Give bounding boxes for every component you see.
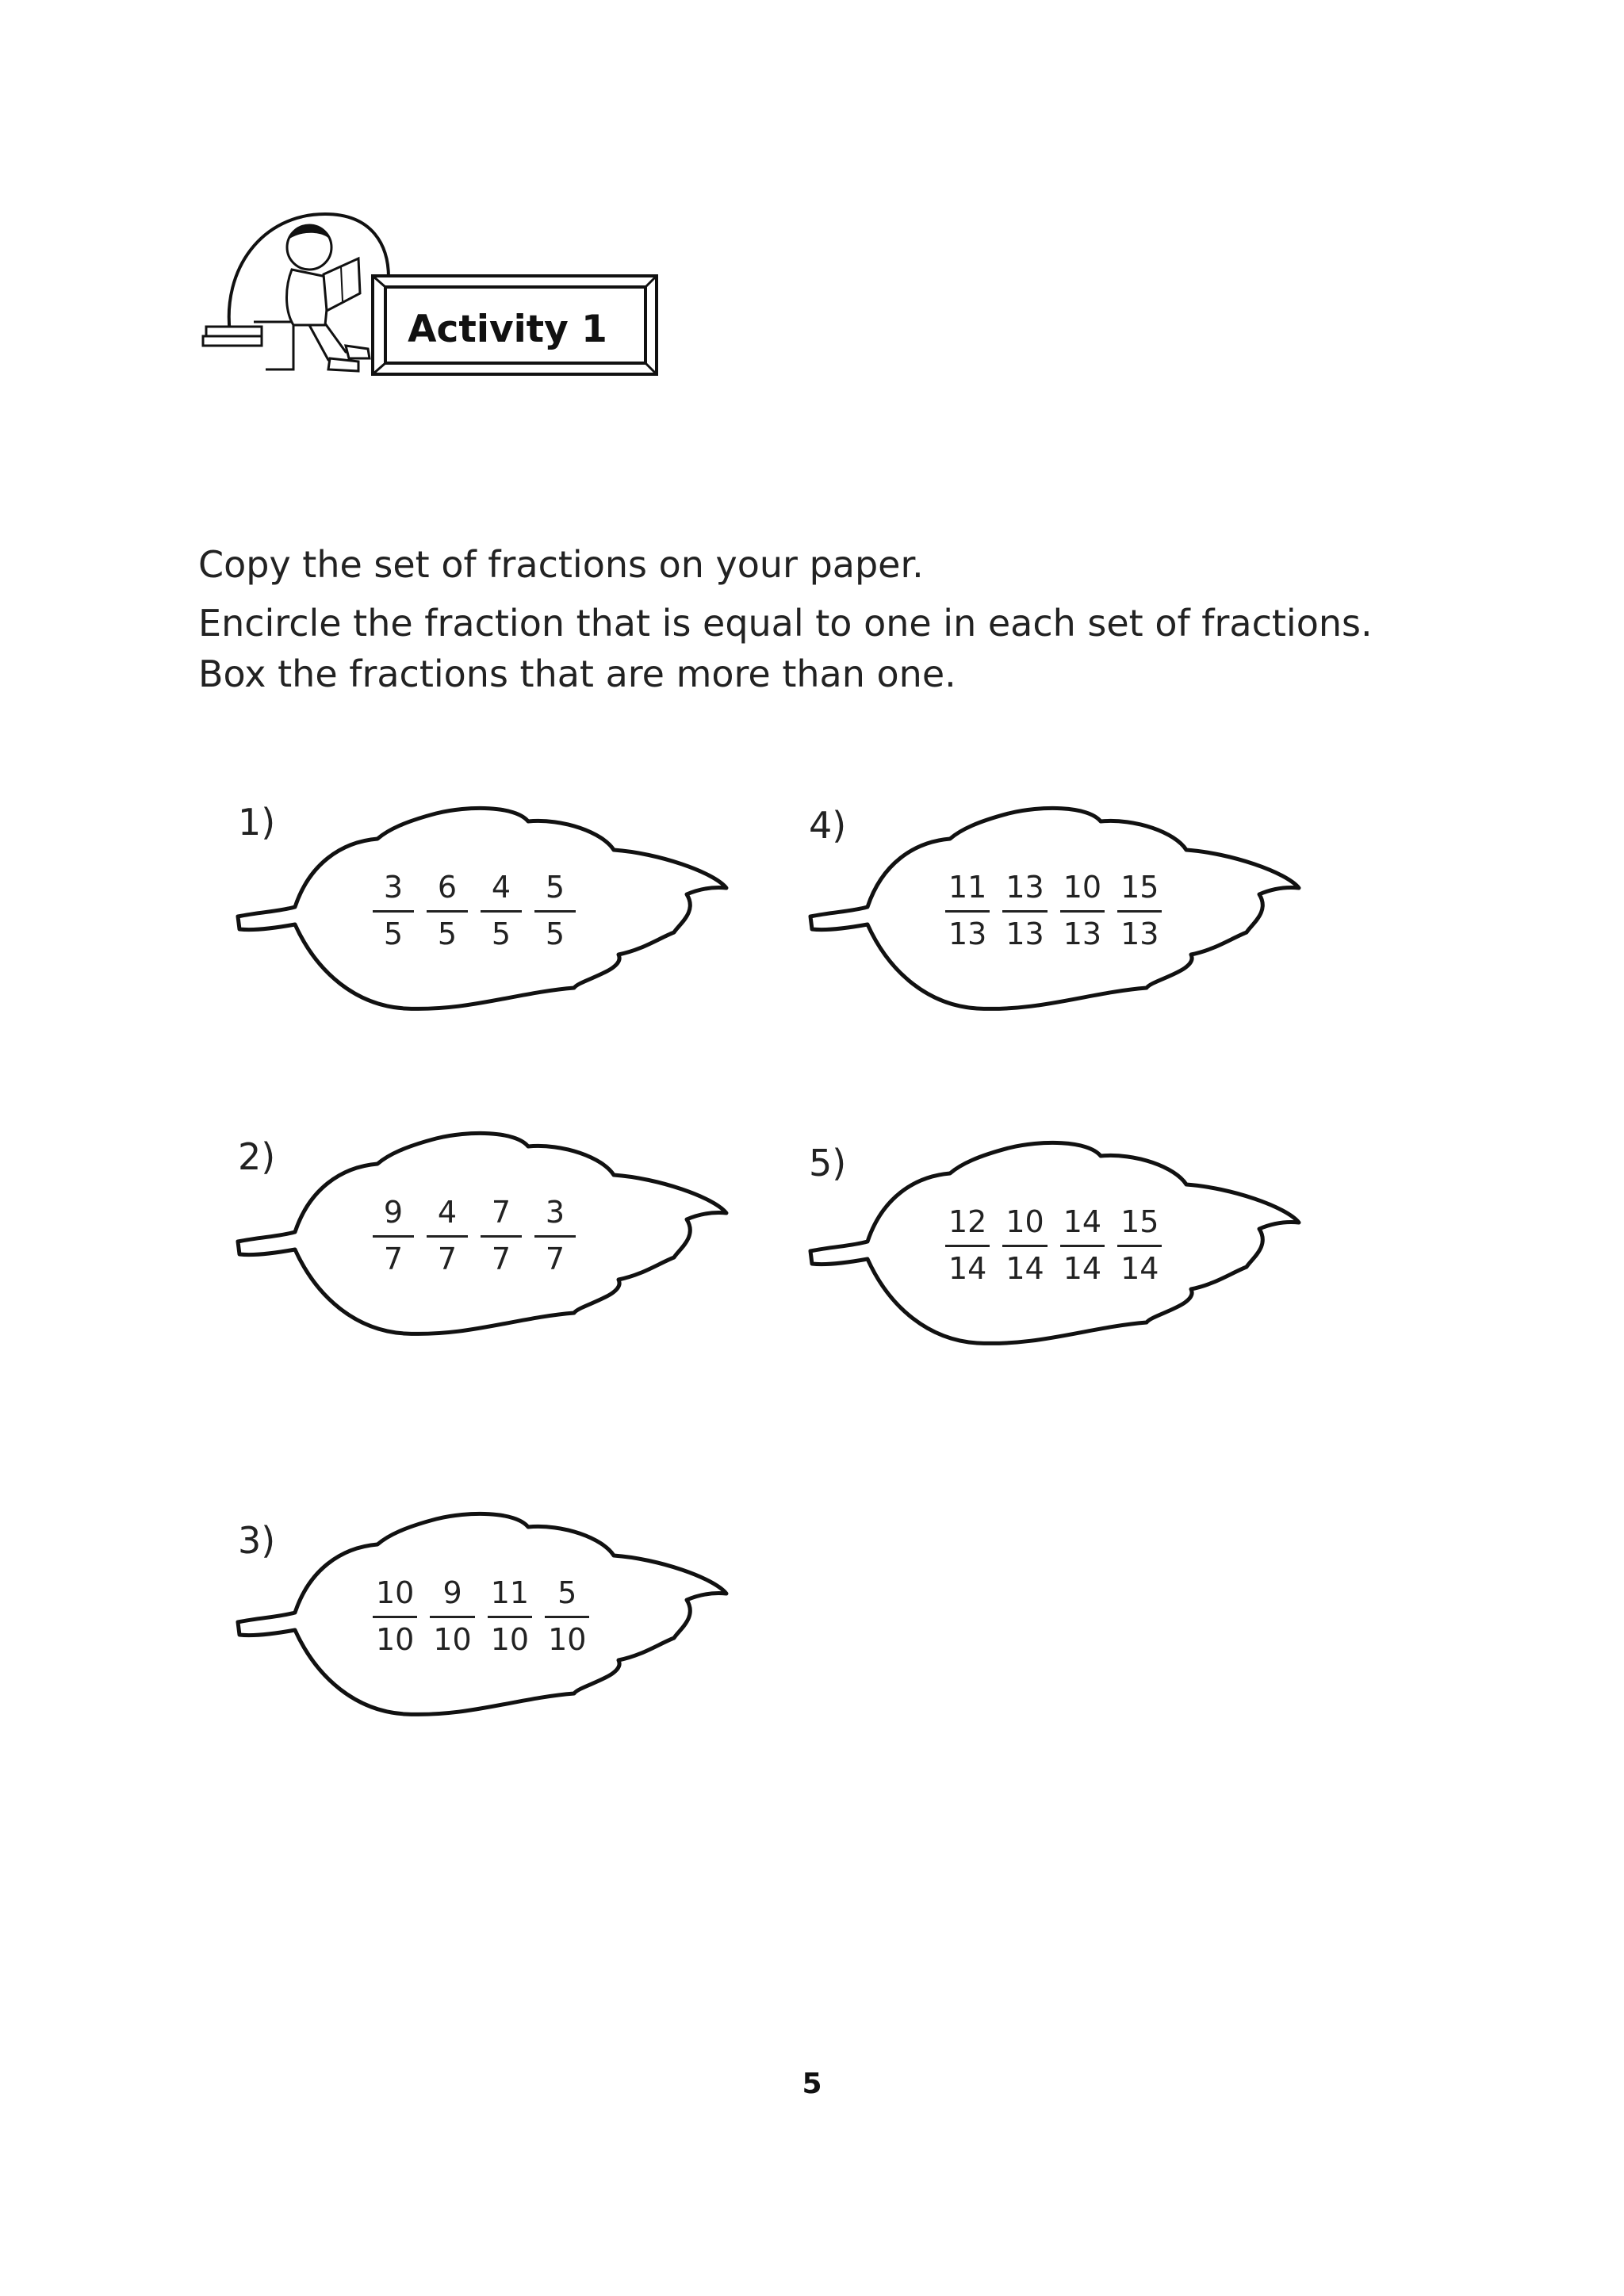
leaf-item [802, 1135, 1310, 1381]
activity-title: Activity 1 [408, 307, 607, 351]
fraction-denominator: 5 [491, 916, 511, 951]
fraction [945, 869, 990, 952]
fraction [1060, 869, 1105, 952]
fraction-numerator: 9 [442, 1575, 462, 1610]
fraction-bar [488, 1616, 532, 1618]
fraction [1060, 1203, 1105, 1287]
fraction-denominator: 7 [383, 1242, 404, 1276]
fraction [1002, 1203, 1047, 1287]
fraction-denominator: 13 [1005, 916, 1044, 951]
fraction-set [373, 1575, 589, 1658]
fraction-bar [430, 1616, 474, 1618]
fraction [481, 1194, 522, 1277]
fraction [373, 869, 414, 952]
leaf-item [230, 1126, 737, 1372]
child-reading-icon [287, 225, 370, 371]
fraction [373, 1194, 414, 1277]
fraction [534, 1194, 576, 1277]
fraction-bar [1002, 1245, 1047, 1247]
fraction-denominator: 10 [490, 1622, 530, 1657]
fraction-denominator: 13 [948, 916, 987, 951]
fraction-numerator: 7 [491, 1195, 511, 1230]
fraction-numerator: 11 [490, 1575, 530, 1610]
fraction-denominator: 14 [1120, 1251, 1159, 1286]
fraction-denominator: 10 [376, 1622, 415, 1657]
fraction-bar [1117, 910, 1162, 913]
fraction [1117, 869, 1162, 952]
fraction [481, 869, 522, 952]
leaf-item [230, 1506, 737, 1752]
item-number: 1) [238, 801, 276, 844]
fraction-set [945, 1203, 1162, 1287]
fraction-denominator: 5 [545, 916, 565, 951]
instruction-line: Copy the set of fractions on your paper. [198, 543, 924, 586]
fraction-numerator: 13 [1005, 870, 1044, 905]
leaf-item [802, 801, 1310, 1047]
fraction [488, 1575, 532, 1658]
fraction-denominator: 13 [1120, 916, 1159, 951]
fraction-set [373, 1194, 576, 1277]
fraction-denominator: 10 [433, 1622, 472, 1657]
fraction-numerator: 4 [491, 870, 511, 905]
fraction-numerator: 10 [376, 1575, 415, 1610]
fraction-bar [1002, 910, 1047, 913]
fraction-numerator: 14 [1063, 1204, 1102, 1239]
fraction-bar [373, 1235, 414, 1238]
fraction [1117, 1203, 1162, 1287]
fraction [534, 869, 576, 952]
fraction-denominator: 7 [491, 1242, 511, 1276]
fraction-numerator: 12 [948, 1204, 987, 1239]
instructions [198, 539, 1467, 699]
fraction-bar [945, 1245, 990, 1247]
fraction-bar [534, 910, 576, 913]
leaf-item [230, 801, 737, 1047]
fraction [545, 1575, 589, 1658]
fraction-numerator: 9 [383, 1195, 404, 1230]
fraction-numerator: 3 [383, 870, 404, 905]
fraction-bar [427, 910, 468, 913]
fraction-numerator: 15 [1120, 870, 1159, 905]
fraction-bar [373, 1616, 417, 1618]
activity-header-art [190, 182, 682, 404]
fraction-denominator: 14 [1005, 1251, 1044, 1286]
fraction [430, 1575, 474, 1658]
instruction-line: Encircle the fraction that is equal to one in each set of fractions. [198, 602, 1373, 645]
fraction-numerator: 5 [545, 870, 565, 905]
fraction [427, 869, 468, 952]
fraction [945, 1203, 990, 1287]
item-number: 5) [809, 1142, 847, 1184]
fraction-set [945, 869, 1162, 952]
fraction-numerator: 4 [437, 1195, 458, 1230]
fraction-denominator: 7 [437, 1242, 458, 1276]
fraction-set [373, 869, 576, 952]
fraction-bar [481, 910, 522, 913]
fraction-numerator: 10 [1063, 870, 1102, 905]
item-number: 4) [809, 804, 847, 847]
fraction-denominator: 13 [1063, 916, 1102, 951]
fraction-denominator: 14 [948, 1251, 987, 1286]
fraction-bar [1060, 1245, 1105, 1247]
instruction-line: Box the fractions that are more than one. [198, 652, 956, 695]
fraction [1002, 869, 1047, 952]
fraction [427, 1194, 468, 1277]
fraction-bar [427, 1235, 468, 1238]
item-number: 3) [238, 1519, 276, 1562]
books-icon [203, 327, 262, 346]
fraction-bar [1117, 1245, 1162, 1247]
page-number: 5 [802, 2068, 822, 2100]
fraction-bar [481, 1235, 522, 1238]
fraction-bar [945, 910, 990, 913]
fraction-numerator: 6 [437, 870, 458, 905]
fraction-denominator: 14 [1063, 1251, 1102, 1286]
fraction-denominator: 10 [548, 1622, 587, 1657]
fraction-numerator: 15 [1120, 1204, 1159, 1239]
fraction-bar [534, 1235, 576, 1238]
item-number: 2) [238, 1135, 276, 1178]
fraction-numerator: 11 [948, 870, 987, 905]
fraction-denominator: 7 [545, 1242, 565, 1276]
fraction-numerator: 5 [557, 1575, 577, 1610]
fraction-denominator: 5 [383, 916, 404, 951]
fraction-bar [1060, 910, 1105, 913]
fraction-numerator: 10 [1005, 1204, 1044, 1239]
fraction-bar [545, 1616, 589, 1618]
fraction-bar [373, 910, 414, 913]
fraction-denominator: 5 [437, 916, 458, 951]
fraction-numerator: 3 [545, 1195, 565, 1230]
fraction [373, 1575, 417, 1658]
